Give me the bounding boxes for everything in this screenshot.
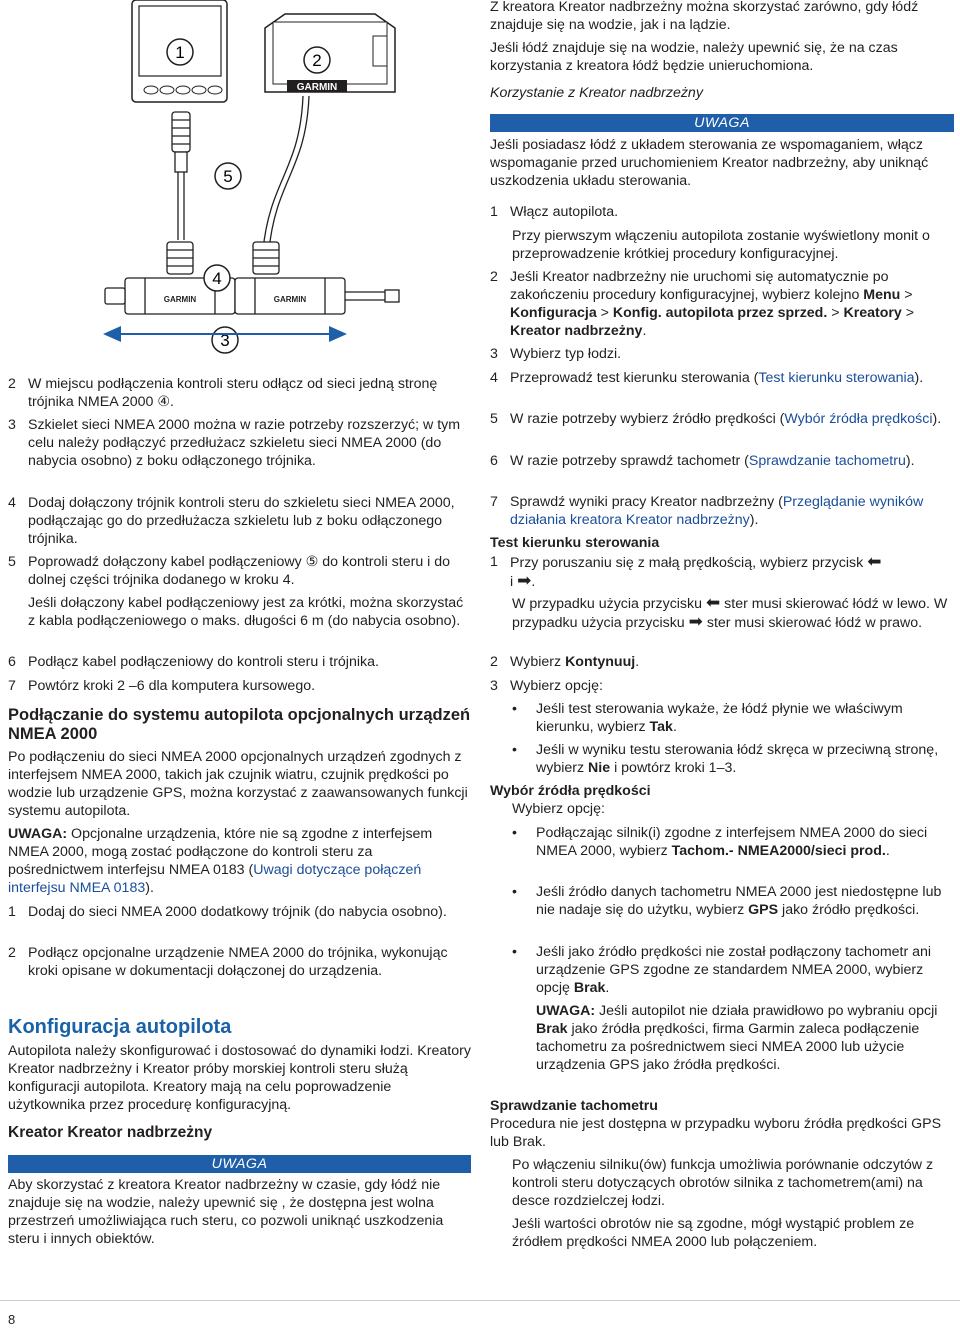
step-5: 5 Poprowadź dołączony kabel podłączeniowy ⑤ do kontroli steru i do dolnej części trójnika dodanego w kroku 4. <box>8 554 451 588</box>
arrow-left-icon: ⬅ <box>867 552 882 571</box>
link-test-kierunku[interactable]: Test kierunku sterowania <box>758 370 915 386</box>
helm-buttons <box>144 86 222 94</box>
note-optional-devices: UWAGA: Opcjonalne urządzenia, które nie są zgodne z interfejsem NMEA 2000, mogą zostać podłączone do kontroli steru za pośrednictwem interfejsu NMEA 0183 (Uwagi dotyczące połączeń interfejsu NMEA 0183). <box>8 826 433 896</box>
svg-text:2: 2 <box>312 51 322 70</box>
heading-sprawdzanie-tachometru: Sprawdzanie tachometru <box>490 1098 658 1114</box>
svg-text:1: 1 <box>175 43 185 62</box>
heading-test-kierunku: Test kierunku sterowania <box>490 535 660 551</box>
connection-diagram <box>95 0 475 362</box>
note-brak: UWAGA: Jeśli autopilot nie działa prawidłowo po wybraniu opcji Brak jako źródła prędkości, firma Garmin zaleca podłączenie tachometru za pośrednictwem sieci NMEA 2000 lub użycie urządzenia GPS jako źródła prędkości. <box>536 1003 938 1073</box>
paragraph-kreator-water: Jeśli łódź znajduje się na wodzie, należy upewnić się, że na czas korzystania z kreatora łódź będzie unieruchomiona. <box>490 40 898 74</box>
paragraph-optional-devices: Po podłączeniu do sieci NMEA 2000 opcjonalnych urządzeń zgodnych z interfejsem NMEA 2000, takich jak czujnik wiatru, czujnik prędkości po wodzie lub urządzenie GPS, można korzystać z zaawansowanych funkcji systemu autopilota. <box>8 749 468 819</box>
bullet-brak: • Jeśli jako źródło prędkości nie został podłączony tachometr ani urządzenie GPS zgodne ze standardem NMEA 2000, wybierz opcję Brak. <box>512 944 932 996</box>
warning-bar-right: UWAGA <box>490 114 954 132</box>
svg-text:4: 4 <box>212 269 222 288</box>
bullet-tachom-nmea: • Podłączając silnik(i) zgodne z interfejsem NMEA 2000 do sieci NMEA 2000, wybierz Tachom.- NMEA2000/sieci prod.. <box>512 825 928 859</box>
paragraph-kreator-warning: Aby skorzystać z kreatora Kreator nadbrzeżny w czasie, gdy łódź nie znajduje się na wodzie, należy upewnić się , że dostępna jest wolna przestrzeń umożliwiająca ruch steru, co pozwoli uniknąć uszkodzenia steru i innych obiektów. <box>8 1177 444 1247</box>
t-step-1: 1 Przy poruszaniu się z małą prędkością, wybierz przycisk ⬅ i ➡. <box>490 552 882 590</box>
tacho-p2: Po włączeniu silniku(ów) funkcja umożliwia porównanie odczytów z kontroli steru dotyczących obrotów silnika z tachometrem(ami) na desce rozdzielczej łodzi. <box>512 1157 934 1209</box>
t-step-2: 2 Wybierz Kontynuuj. <box>490 654 640 670</box>
opt-step-1: 1 Dodaj do sieci NMEA 2000 dodatkowy trójnik (do nabycia osobno). <box>8 904 447 920</box>
bullet-tak: • Jeśli test sterowania wykaże, że łódź płynie we właściwym kierunku, wybierz Tak. <box>512 701 903 735</box>
link-wybor-zrodla[interactable]: Wybór źródła prędkości <box>784 411 933 427</box>
paragraph-konfiguracja: Autopilota należy skonfigurować i dostosować do dynamiki łodzi. Kreatory Kreator nadbrzeżny i Kreator próby morskiej kontroli steru służą konfiguracji autopilota. Kreatory mają na celu poprowadzenie użytkownika przez procedurę konfiguracyjną. <box>8 1043 471 1113</box>
svg-text:GARMIN: GARMIN <box>296 82 338 93</box>
svg-text:3: 3 <box>220 331 230 350</box>
svg-text:GARMIN: GARMIN <box>273 295 307 304</box>
r-step-6: 6 W razie potrzeby sprawdź tachometr (Sprawdzanie tachometru). <box>490 453 915 469</box>
menu-path-menu: Menu <box>863 287 901 303</box>
drop-cable-helm <box>172 112 190 240</box>
tacho-p1: Procedura nie jest dostępna w przypadku wyboru źródła prędkości GPS lub Brak. <box>490 1116 942 1150</box>
heading-wybor-zrodla: Wybór źródła prędkości <box>490 783 651 799</box>
bullet-nie: • Jeśli w wyniku testu sterowania łódź skręca w przeciwną stronę, wybierz Nie i powtórz kroki 1–3. <box>512 742 939 776</box>
tacho-p3: Jeśli wartości obrotów nie są zgodne, mógł wystąpić problem ze źródłem prędkości NMEA 2000 lub połączeniem. <box>512 1216 915 1250</box>
page-number: 8 <box>8 1312 16 1327</box>
opt-step-2: 2 Podłącz opcjonalne urządzenie NMEA 2000 do trójnika, wykonując kroki opisane w dokumentacji dołączonej do urządzenia. <box>8 945 448 979</box>
r-step-5: 5 W razie potrzeby wybierz źródło prędkości (Wybór źródła prędkości). <box>490 411 942 427</box>
bullet-gps: • Jeśli źródło danych tachometru NMEA 2000 jest niedostępne lub nie nadaje się do użytku, wybierz GPS jako źródło prędkości. <box>512 884 942 918</box>
course-computer-device <box>265 14 395 93</box>
backbone-cable <box>345 290 399 302</box>
step-6: 6 Podłącz kabel podłączeniowy do kontroli steru i trójnika. <box>8 654 379 670</box>
wybor-intro: Wybierz opcję: <box>512 801 605 817</box>
r-step-4: 4 Przeprowadź test kierunku sterowania (Test kierunku sterowania). <box>490 370 924 386</box>
link-przegladanie-wynikow[interactable]: Przeglądanie wyników działania kreatora Kreator nadbrzeżny <box>510 494 924 528</box>
footer-divider <box>0 1300 960 1301</box>
link-sprawdzanie-tachometru[interactable]: Sprawdzanie tachometru <box>748 453 906 469</box>
step-2: 2 W miejscu podłączenia kontroli steru odłącz od sieci jedną stronę trójnika NMEA 2000 ④. <box>8 376 438 410</box>
terminator-left <box>105 288 125 304</box>
r-step-1: 1 Włącz autopilota. <box>490 204 619 220</box>
subheading-korzystanie: Korzystanie z Kreator nadbrzeżny <box>490 85 703 101</box>
r-step-1-note: Przy pierwszym włączeniu autopilota zostanie wyświetlony monit o przeprowadzenie krótkiej procedury konfiguracyjnej. <box>512 228 930 262</box>
t-connector-right <box>235 242 345 314</box>
svg-text:GARMIN: GARMIN <box>163 295 197 304</box>
link-nmea0183[interactable]: Uwagi dotyczące połączeń interfejsu NMEA 0183 <box>8 862 422 896</box>
step-5-note: Jeśli dołączony kabel podłączeniowy jest za krótki, można skorzystać z kabla podłączeniowego o maks. długości 6 m (do nabycia osobno). <box>28 595 464 629</box>
r-step-3: 3 Wybierz typ łodzi. <box>490 346 622 362</box>
arrow-left-icon: ⬅ <box>705 593 721 612</box>
step-4: 4 Dodaj dołączony trójnik kontroli steru do szkieletu sieci NMEA 2000, podłączając go do przedłużacza szkieletu lub z boku odłączonego trójnika. <box>8 495 455 547</box>
paragraph-power-steering-warning: Jeśli posiadasz łódź z układem sterowania ze wspomaganiem, włącz wspomaganie przed uruchomieniem Kreator nadbrzeżny, aby uniknąć uszkodzenia układu sterowania. <box>490 137 929 189</box>
drop-cable-computer <box>263 96 309 250</box>
arrow-right-icon: ➡ <box>517 571 532 590</box>
t-step-1-note: W przypadku użycia przycisku ⬅ ster musi skierować łódź w lewo. W przypadku użycia przycisku ➡ ster musi skierować łódź w prawo. <box>512 593 948 631</box>
step-7: 7 Powtórz kroki 2 –6 dla komputera kursowego. <box>8 678 316 694</box>
t-step-3: 3 Wybierz opcję: <box>490 678 603 694</box>
r-step-2: 2 Jeśli Kreator nadbrzeżny nie uruchomi się automatycznie po zakończeniu procedury konfiguracyjnej, wybierz kolejno Menu > Konfiguracja > Konfig. autopilota przez sprzed. > Kreatory > Kreator nadbrzeżny. <box>490 269 915 339</box>
heading-konfiguracja: Konfiguracja autopilota <box>8 1016 232 1038</box>
heading-kreator: Kreator Kreator nadbrzeżny <box>8 1124 213 1141</box>
paragraph-kreator-usage: Z kreatora Kreator nadbrzeżny można skorzystać zarówno, gdy łódź znajduje się na wodzie, jak i na lądzie. <box>490 0 919 33</box>
arrow-right-icon: ➡ <box>688 612 703 631</box>
svg-text:5: 5 <box>223 167 233 186</box>
warning-bar-left: UWAGA <box>8 1155 471 1173</box>
step-3: 3 Szkielet sieci NMEA 2000 można w razie potrzeby rozszerzyć; w tym celu należy podłączyć przedłużacz szkieletu sieci NMEA 2000 (do nabycia osobno) z boku odłączonego trójnika. <box>8 417 461 469</box>
r-step-7: 7 Sprawdź wyniki pracy Kreator nadbrzeżny (Przeglądanie wyników działania kreatora Kreator nadbrzeżny). <box>490 494 924 528</box>
heading-optional-devices: Podłączanie do systemu autopilota opcjonalnych urządzeń NMEA 2000 <box>8 706 471 743</box>
